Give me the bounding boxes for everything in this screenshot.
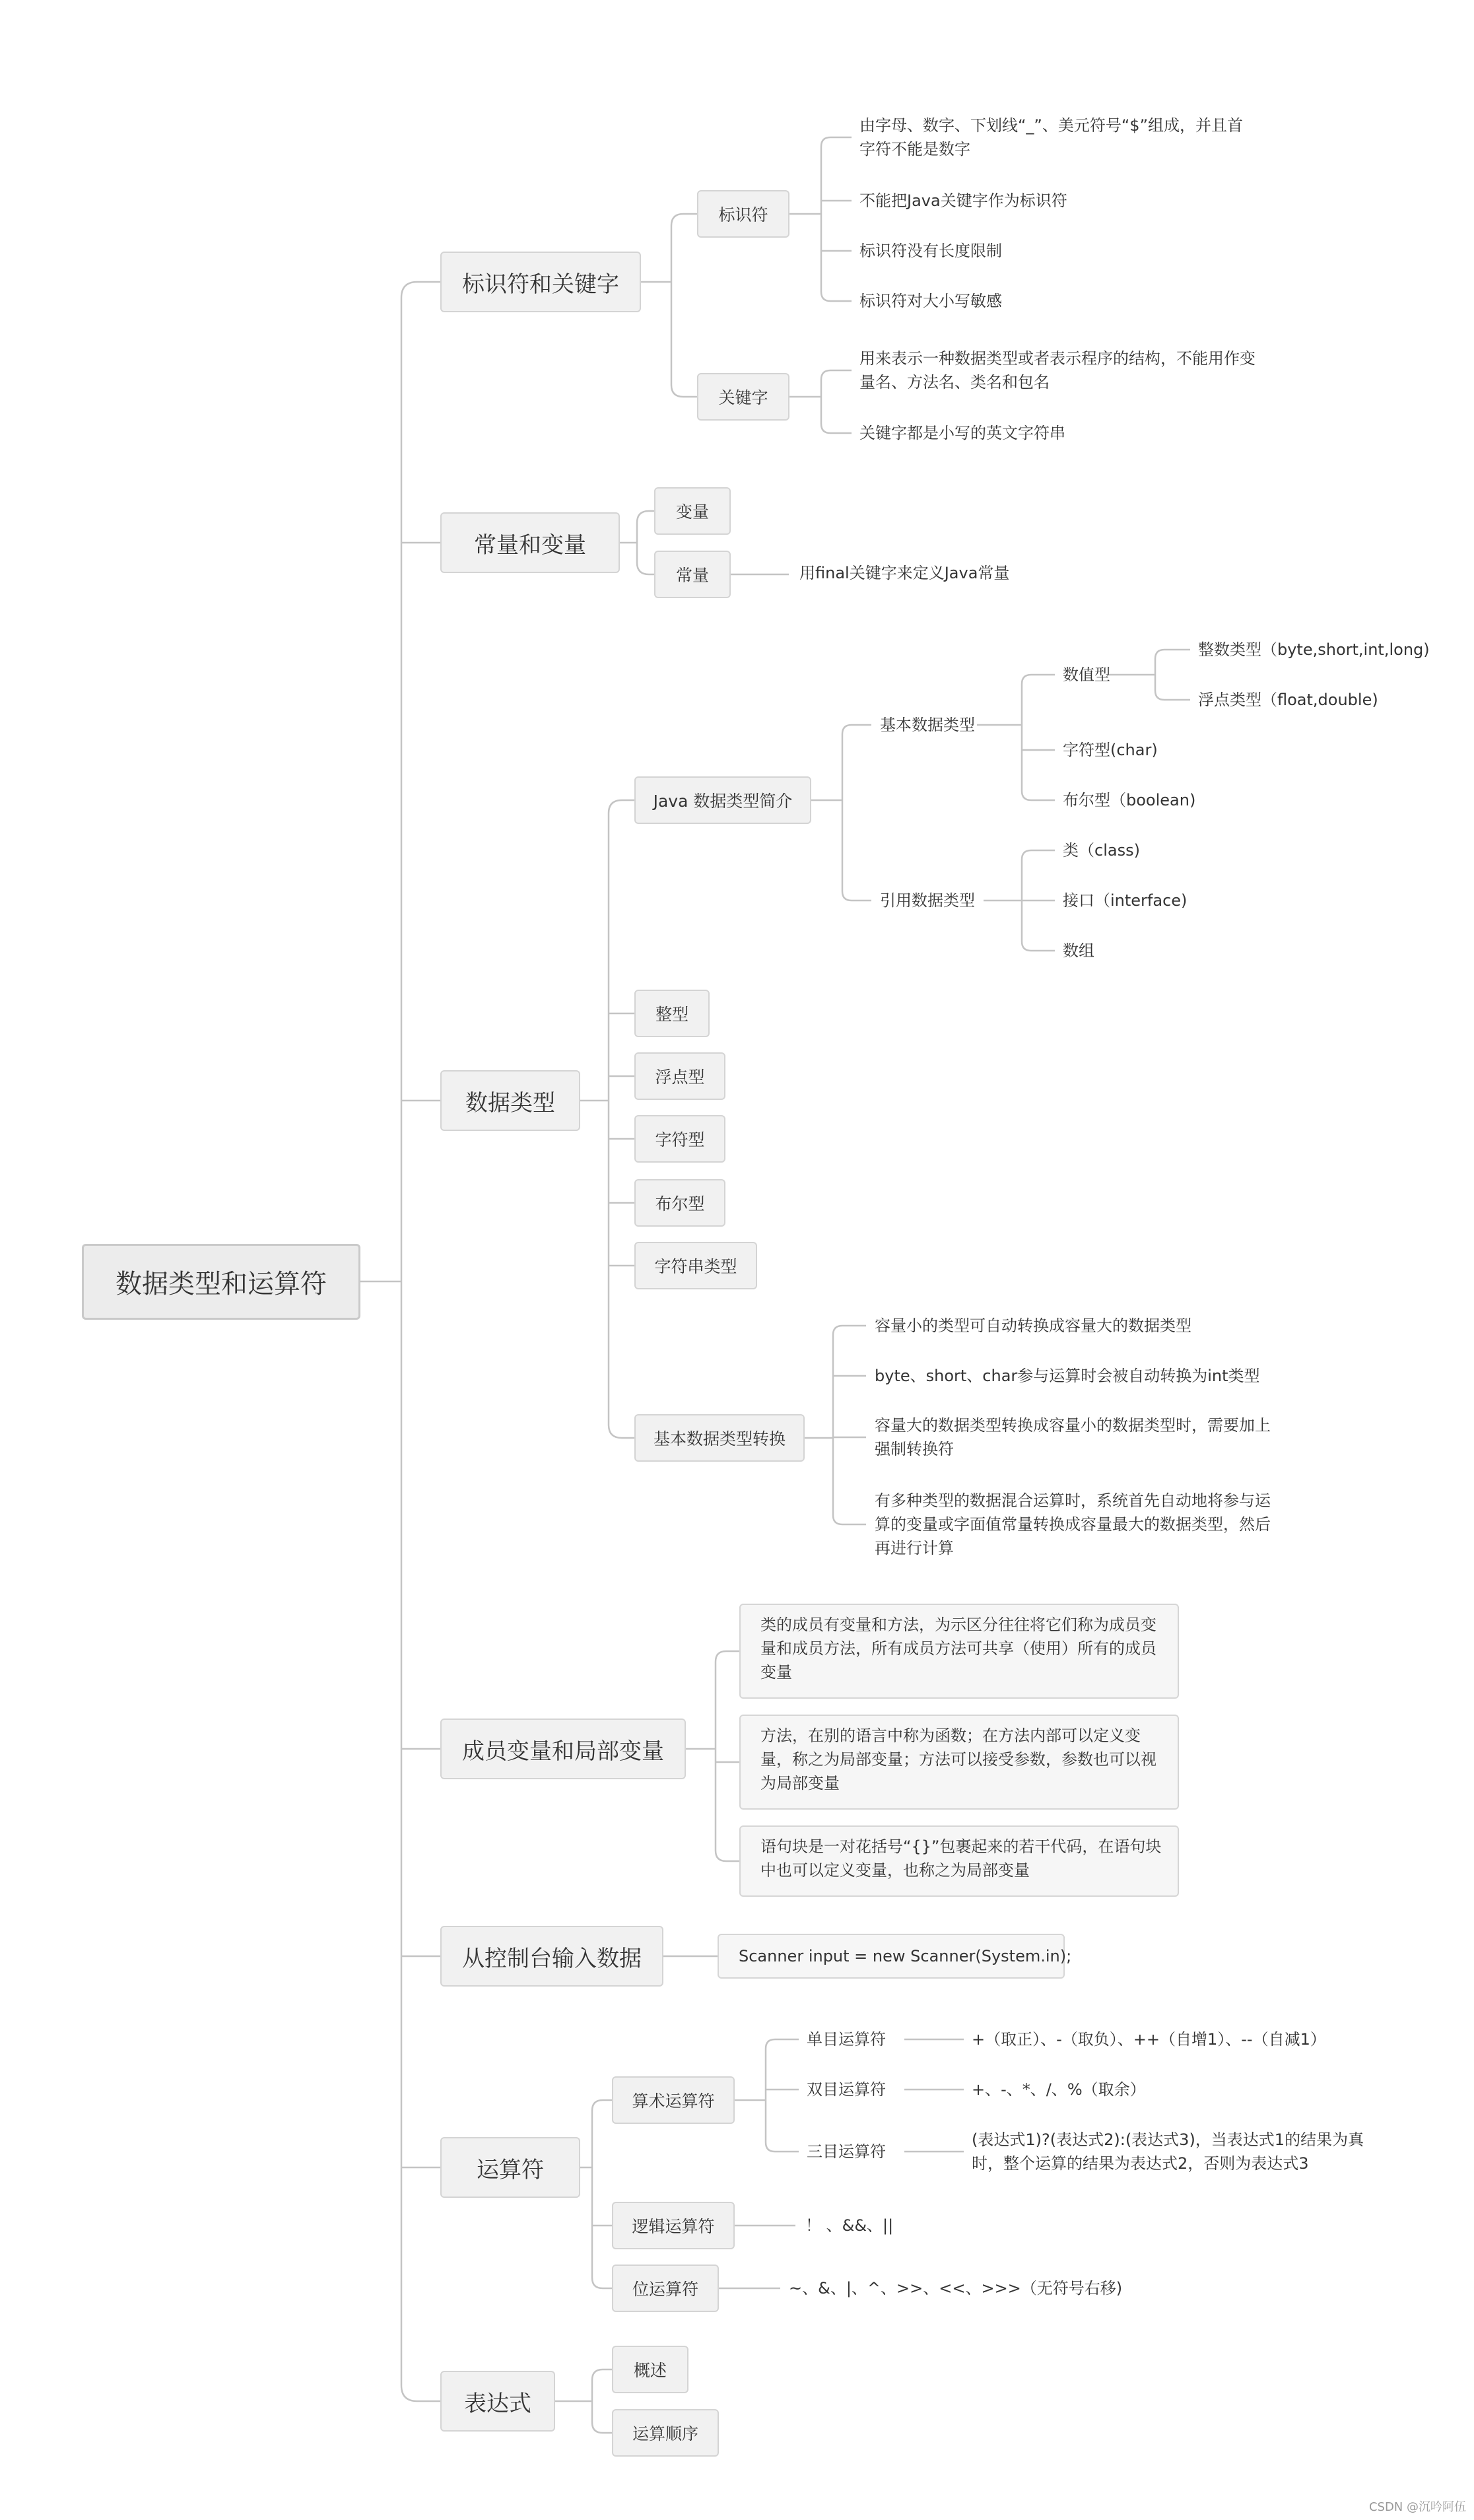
identifier-rule-4: 标识符对大小写敏感 [859,292,1002,310]
topic-operators[interactable]: 运算符 [440,2137,580,2198]
member-note-2: 方法，在别的语言中称为函数；在方法内部可以定义变 量，称之为局部变量；方法可以接受参数，参数也可以视 为局部变量 [739,1715,1179,1810]
node-ternary[interactable]: 三目运算符 [807,2142,886,2161]
char-type: 字符型(char) [1063,741,1158,759]
node-keyword[interactable]: 关键字 [697,373,789,421]
identifier-rule-1: 由字母、数字、下划线“_”、美元符号“$”组成，并且首 字符不能是数字 [859,116,1244,158]
connector-line [637,511,654,543]
topic-console-input[interactable]: 从控制台输入数据 [440,1926,663,1987]
logic-ops: ！ 、&&、|| [805,2216,894,2235]
keyword-rule-2: 关键字都是小写的英文字符串 [859,424,1065,442]
node-numeric[interactable]: 数值型 [1063,665,1110,684]
connector-line [1155,675,1190,700]
connector-line [833,1438,866,1524]
connector-line [609,800,634,1101]
array-type: 数组 [1063,941,1094,960]
connector-line [821,137,852,214]
connector-line [821,370,852,397]
conversion-rule-2: byte、short、char参与运算时会被自动转换为int类型 [875,1367,1260,1385]
scanner-code: Scanner input = new Scanner(System.in); [718,1934,1065,1979]
node-basic-types[interactable]: 基本数据类型 [880,716,975,734]
connector-line [1022,850,1055,901]
connector-line [766,2100,799,2152]
connector-line [592,2401,612,2433]
connector-line [637,543,654,574]
class-type: 类（class) [1063,841,1140,860]
constant-note: 用final关键字来定义Java常量 [799,564,1010,582]
node-constant[interactable]: 常量 [654,551,731,598]
connector-line [716,1749,739,1861]
node-bit-operators[interactable]: 位运算符 [612,2265,719,2312]
node-expression-overview[interactable]: 概述 [612,2346,688,2393]
connector-line [842,800,871,901]
connector-line [592,2167,612,2288]
connector-line [609,1101,634,1438]
identifier-rule-2: 不能把Java关键字作为标识符 [859,191,1067,210]
node-reference-types[interactable]: 引用数据类型 [880,891,975,910]
connector-line [671,282,697,397]
connector-line [401,1281,440,2401]
root-topic[interactable]: 数据类型和运算符 [82,1244,360,1320]
node-float-type[interactable]: 浮点型 [634,1052,725,1100]
topic-constants-variables[interactable]: 常量和变量 [440,512,620,573]
node-variable[interactable]: 变量 [654,487,731,535]
connector-line [592,2369,612,2401]
node-bool-type[interactable]: 布尔型 [634,1179,725,1227]
node-arithmetic-operators[interactable]: 算术运算符 [612,2076,735,2124]
conversion-rule-4: 有多种类型的数据混合运算时，系统首先自动地将参与运 算的变量或字面值常量转换成容量最大的数据类型，然后 再进行计算 [875,1491,1271,1557]
member-note-1: 类的成员有变量和方法，为示区分往往将它们称为成员变 量和成员方法，所有成员方法可共享（使用）所有的成员 变量 [739,1604,1179,1699]
connector-line [671,214,697,282]
connector-line [1022,725,1055,800]
conversion-rule-1: 容量小的类型可自动转换成容量大的数据类型 [875,1316,1191,1335]
connector-line [842,725,871,800]
topic-data-types[interactable]: 数据类型 [440,1070,580,1131]
bool-type: 布尔型（boolean) [1063,791,1196,809]
conversion-rule-3: 容量大的数据类型转换成容量小的数据类型时，需要加上 强制转换符 [875,1416,1271,1458]
float-types: 浮点类型（float,double) [1198,691,1378,709]
ternary-desc: (表达式1)?(表达式2):(表达式3)，当表达式1的结果为真 时，整个运算的结果为表达式2，否则为表达式3 [972,2130,1364,2173]
node-identifier[interactable]: 标识符 [697,190,789,238]
connector-line [1022,901,1055,951]
connector-line [821,214,852,301]
bit-ops: ~、&、|、^、>>、<<、>>>（无符号右移) [789,2279,1123,2298]
identifier-rule-3: 标识符没有长度限制 [859,242,1002,260]
member-note-3: 语句块是一对花括号“{}”包裹起来的若干代码，在语句块 中也可以定义变量，也称之为局部变量 [739,1825,1179,1897]
node-java-datatype-intro[interactable]: Java 数据类型简介 [634,776,811,824]
connector-line [766,2039,799,2100]
keyword-rule-1: 用来表示一种数据类型或者表示程序的结构，不能用作变 量名、方法名、类名和包名 [859,349,1256,392]
connector-line [401,282,440,1281]
connector-line [592,2100,612,2167]
topic-identifiers-keywords[interactable]: 标识符和关键字 [440,252,641,312]
topic-member-local-variables[interactable]: 成员变量和局部变量 [440,1719,686,1779]
node-string-type[interactable]: 字符串类型 [634,1242,757,1289]
integer-types: 整数类型（byte,short,int,long) [1198,640,1430,659]
connector-line [716,1651,739,1749]
node-char-type[interactable]: 字符型 [634,1115,725,1163]
node-operation-order[interactable]: 运算顺序 [612,2409,719,2457]
node-type-conversion[interactable]: 基本数据类型转换 [634,1414,805,1462]
binary-ops: +、-、*、/、%（取余） [972,2080,1146,2099]
watermark: CSDN @沉吟阿伍 [1368,2500,1466,2514]
connector-line [821,397,852,433]
interface-type: 接口（interface) [1063,891,1188,910]
node-binary[interactable]: 双目运算符 [807,2080,886,2099]
node-unary[interactable]: 单目运算符 [807,2030,886,2049]
node-logic-operators[interactable]: 逻辑运算符 [612,2202,735,2249]
connector-line [1155,650,1190,675]
connector-line [1022,675,1055,725]
unary-ops: +（取正）、-（取负）、++（自增1）、--（自减1） [972,2030,1326,2049]
connector-line [833,1326,866,1438]
node-int-type[interactable]: 整型 [634,990,710,1037]
topic-expressions[interactable]: 表达式 [440,2371,555,2432]
